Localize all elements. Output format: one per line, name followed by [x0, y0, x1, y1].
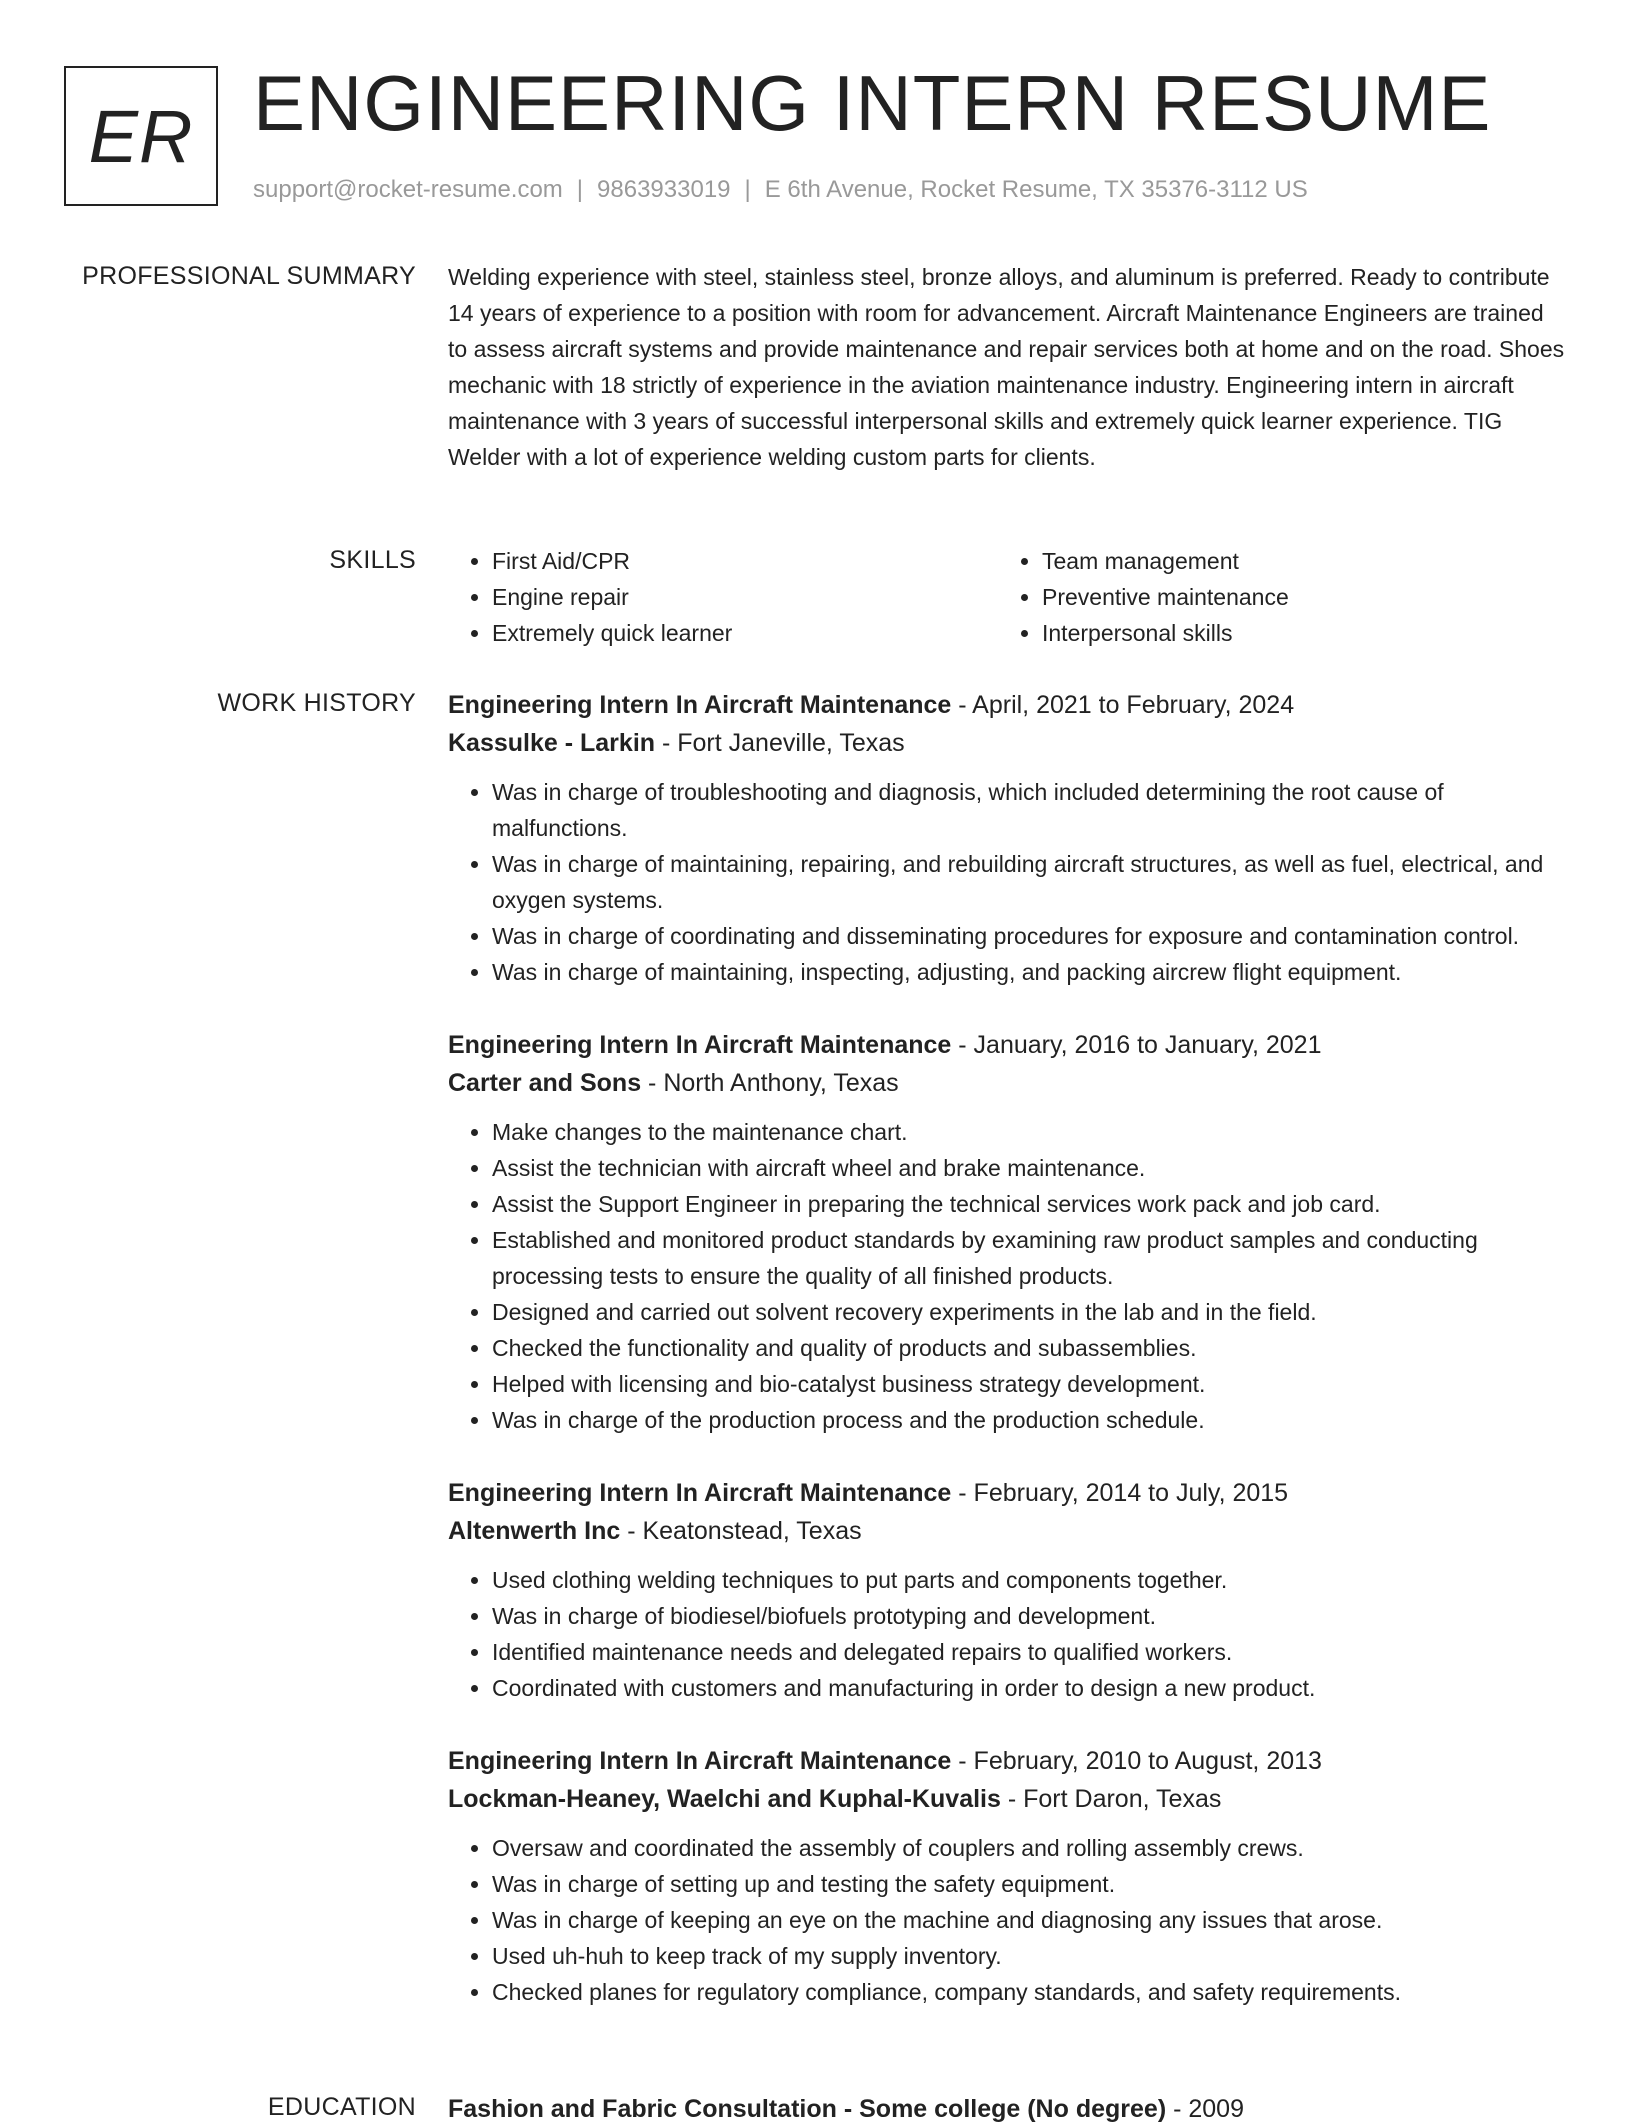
job-bullet: • Was in charge of the production process and the production schedule. [492, 1402, 1568, 1438]
skill-item: • Engine repair [492, 579, 998, 615]
job-heading [448, 1474, 1568, 1512]
job-location: - Keatonstead, Texas [620, 1517, 862, 1545]
job-heading [448, 1026, 1568, 1064]
job-employer [448, 1780, 1568, 1818]
jobs-list [448, 686, 1568, 2046]
job-bullet: • Was in charge of maintaining, repairing, and rebuilding aircraft structures, as well as fuel, electrical, and oxygen systems. [492, 846, 1568, 918]
contact-separator: | [744, 176, 751, 203]
job-employer [448, 1512, 1568, 1550]
contact-phone: 9863933019 [597, 176, 731, 203]
job-location: - Fort Janeville, Texas [655, 729, 905, 757]
job-title: Engineering Intern In Aircraft Maintenance [448, 691, 952, 719]
job-bullets [448, 1830, 1568, 2010]
job-employer [448, 724, 1568, 762]
job-bullet: • Was in charge of keeping an eye on the machine and diagnosing any issues that arose. [492, 1902, 1568, 1938]
job-location: - North Anthony, Texas [641, 1069, 899, 1097]
skill-item: • Extremely quick learner [492, 615, 998, 651]
job-heading [448, 686, 1568, 724]
job-bullet: • Was in charge of biodiesel/biofuels prototyping and development. [492, 1598, 1568, 1634]
job-bullet: • Checked the functionality and quality of products and subassemblies. [492, 1330, 1568, 1366]
job-bullet: • Assist the Support Engineer in preparing the technical services work pack and job card. [492, 1186, 1568, 1222]
skills-label: SKILLS [329, 546, 416, 574]
education-entry [448, 2090, 1568, 2128]
job-location: - Fort Daron, Texas [1000, 1785, 1222, 1813]
job-bullet: • Checked planes for regulatory compliance, company standards, and safety requirements. [492, 1974, 1568, 2010]
job-bullet: • Used uh-huh to keep track of my supply inventory. [492, 1938, 1568, 1974]
job-title: Engineering Intern In Aircraft Maintenance [448, 1031, 952, 1059]
education-degree: Fashion and Fabric Consultation - Some college (No degree) [448, 2095, 1167, 2123]
resume-title: ENGINEERING INTERN RESUME [253, 59, 1492, 147]
summary-label: PROFESSIONAL SUMMARY [82, 262, 416, 290]
job-bullet: • Was in charge of maintaining, inspecting, adjusting, and packing aircrew flight equipment. [492, 954, 1568, 990]
job-entry [448, 1474, 1568, 1706]
contact-address: E 6th Avenue, Rocket Resume, TX 35376-3112 US [764, 176, 1308, 203]
skill-item: • Team management [1042, 543, 1548, 579]
job-bullet: • Was in charge of troubleshooting and diagnosis, which included determining the root cause of malfunctions. [492, 774, 1568, 846]
job-bullet: • Identified maintenance needs and delegated repairs to qualified workers. [492, 1634, 1568, 1670]
skill-item: • First Aid/CPR [492, 543, 998, 579]
job-bullet: • Used clothing welding techniques to put parts and components together. [492, 1562, 1568, 1598]
job-bullet: • Was in charge of coordinating and disseminating procedures for exposure and contamination control. [492, 918, 1568, 954]
job-bullet: • Assist the technician with aircraft wheel and brake maintenance. [492, 1150, 1568, 1186]
contact-separator: | [576, 176, 584, 203]
job-company: Carter and Sons [448, 1069, 642, 1097]
job-bullet: • Make changes to the maintenance chart. [492, 1114, 1568, 1150]
job-bullet: • Oversaw and coordinated the assembly of couplers and rolling assembly crews. [492, 1830, 1568, 1866]
work-label: WORK HISTORY [217, 689, 416, 717]
skills-list-right [998, 543, 1548, 651]
job-dates: - February, 2010 to August, 2013 [951, 1747, 1322, 1775]
job-bullet: • Coordinated with customers and manufacturing in order to design a new product. [492, 1670, 1568, 1706]
job-bullet: • Helped with licensing and bio-catalyst business strategy development. [492, 1366, 1568, 1402]
job-entry [448, 1742, 1568, 2010]
job-employer [448, 1064, 1568, 1102]
job-entry [448, 686, 1568, 990]
job-dates: - April, 2021 to February, 2024 [951, 691, 1295, 719]
job-bullets [448, 774, 1568, 990]
job-bullets [448, 1562, 1568, 1706]
job-company: Kassulke - Larkin [448, 729, 656, 757]
job-bullets [448, 1114, 1568, 1438]
contact-email: support@rocket-resume.com [253, 176, 563, 203]
education-label: EDUCATION [267, 2093, 416, 2121]
job-bullet: • Designed and carried out solvent recovery experiments in the lab and in the field. [492, 1294, 1568, 1330]
monogram-logo: ER [64, 66, 218, 206]
job-entry [448, 1026, 1568, 1438]
job-title: Engineering Intern In Aircraft Maintenance [448, 1747, 952, 1775]
contact-line [253, 174, 1308, 206]
job-company: Altenwerth Inc [448, 1517, 621, 1545]
job-bullet: • Was in charge of setting up and testing the safety equipment. [492, 1866, 1568, 1902]
skills-list-left [448, 543, 998, 651]
summary-text: Welding experience with steel, stainless steel, bronze alloys, and aluminum is preferred. Ready to contribute 14 years of experience to a position with room for advancement. Aircraft Maintenance Engineers are trained to assess aircraft systems and provide maintenance and repair services both at home and on the road. Shoes mechanic with 18 strictly of experience in the aviation maintenance industry. Engineering intern in aircraft maintenance with 3 years of successful interpersonal skills and extremely quick learner experience. TIG Welder with a lot of experience welding custom parts for clients. [448, 264, 1565, 470]
job-dates: - February, 2014 to July, 2015 [951, 1479, 1289, 1507]
job-heading [448, 1742, 1568, 1780]
job-company: Lockman-Heaney, Waelchi and Kuphal-Kuvalis [448, 1785, 1001, 1813]
job-dates: - January, 2016 to January, 2021 [951, 1031, 1322, 1059]
education-year: - 2009 [1166, 2095, 1244, 2123]
job-bullet: • Established and monitored product standards by examining raw product samples and conducting processing tests to ensure the quality of all finished products. [492, 1222, 1568, 1294]
skill-item: • Interpersonal skills [1042, 615, 1548, 651]
job-title: Engineering Intern In Aircraft Maintenance [448, 1479, 952, 1507]
skill-item: • Preventive maintenance [1042, 579, 1548, 615]
